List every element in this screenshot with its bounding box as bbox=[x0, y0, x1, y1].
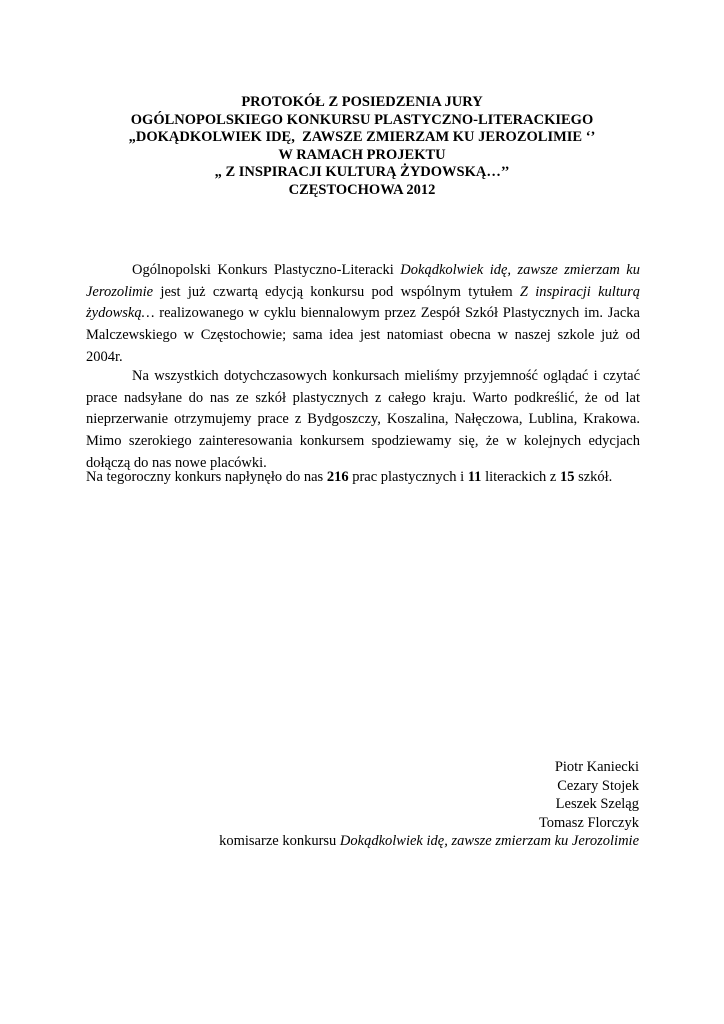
paragraph-history: Na wszystkich dotychczasowych konkursach mieliśmy przyjemność oglądać i czytać prace nadsyłane do nas ze szkół plastycznych z całego kraju. Warto podkreślić, że od lat nieprzerwanie otrzymujemy prace z Bydgoszczy, Koszalina, Nałęczowa, Lublina, Krakowa. Mimo szerokiego zainteresowania konkursem spodziewamy się, że w kolejnych edycjach dołączą do nas nowe placówki. bbox=[86, 368, 640, 471]
text-run: jest już czwartą edycją konkursu pod wspólnym tytułem bbox=[153, 283, 520, 300]
signature-block bbox=[219, 758, 639, 851]
signatory-name: Piotr Kaniecki bbox=[554, 759, 639, 775]
title-line: W RAMACH PROJEKTU bbox=[278, 146, 446, 163]
schools-count: 15 bbox=[559, 469, 575, 485]
signatory-name: Tomasz Florczyk bbox=[538, 814, 639, 831]
role-prefix: komisarze konkursu bbox=[219, 833, 340, 850]
text-run: Ogólnopolski Konkurs Plastyczno-Literacki bbox=[132, 262, 401, 278]
text-run: Na tegoroczny konkurs napłynęło do nas bbox=[86, 469, 327, 485]
signatory-name: Leszek Szeląg bbox=[555, 796, 639, 813]
paragraph-stats bbox=[86, 467, 640, 489]
role-contest-title: Dokądkolwiek idę, zawsze zmierzam ku Jerozolimie bbox=[339, 833, 639, 850]
title-line: „ Z INSPIRACJI KULTURĄ ŻYDOWSKĄ…’’ bbox=[214, 164, 510, 180]
document-title bbox=[0, 94, 724, 199]
title-line: OGÓLNOPOLSKIEGO KONKURSU PLASTYCZNO-LITERACKIEGO bbox=[130, 111, 594, 128]
paragraph-intro bbox=[86, 260, 640, 369]
text-run: szkół. bbox=[574, 469, 613, 485]
project-title: Z inspiracji kulturą żydowską… bbox=[86, 283, 640, 322]
title-line: CZĘSTOCHOWA 2012 bbox=[288, 181, 436, 198]
signatory-role bbox=[219, 832, 639, 851]
title-line: „DOKĄDKOLWIEK IDĘ, ZAWSZE ZMIERZAM KU JEROZOLIMIE ‘’ bbox=[128, 129, 596, 145]
signatory-name: Cezary Stojek bbox=[557, 777, 639, 794]
art-works-count: 216 bbox=[326, 469, 349, 485]
text-run: realizowanego w cyklu biennalowym przez Zespół Szkół Plastycznych im. Jacka Malczewskiego w Częstochowie; sama idea jest natomiast obecna w naszej szkole już od 2004r. bbox=[86, 305, 640, 365]
text-run: prac plastycznych i bbox=[348, 469, 468, 485]
literary-works-count: 11 bbox=[467, 469, 482, 485]
title-line: PROTOKÓŁ Z POSIEDZENIA JURY bbox=[241, 94, 483, 110]
contest-title: Dokądkolwiek idę, zawsze zmierzam ku Jerozolimie bbox=[86, 262, 640, 300]
text-run: literackich z bbox=[481, 469, 560, 485]
